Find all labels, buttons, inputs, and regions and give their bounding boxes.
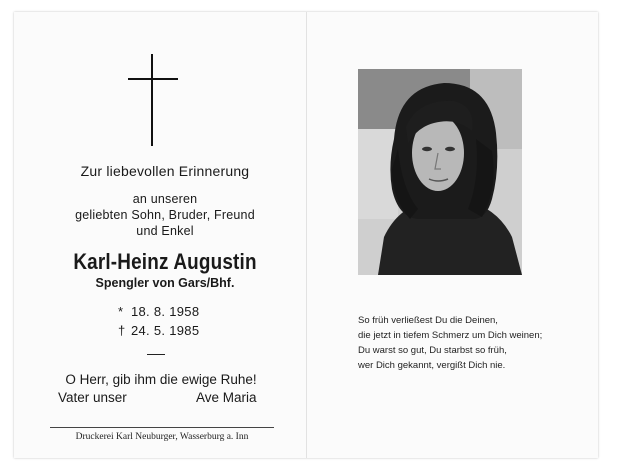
portrait-photo — [358, 69, 522, 275]
dedication-line-2: geliebten Sohn, Bruder, Freund — [75, 208, 255, 222]
verse-line-3: Du warst so gut, Du starbst so früh, — [358, 345, 507, 356]
verse-line-2: die jetzt in tiefem Schmerz um Dich weinen; — [358, 330, 543, 341]
death-symbol: † — [118, 323, 126, 338]
verse-line-1: So früh verließest Du die Deinen, — [358, 315, 498, 326]
printer-credit: Druckerei Karl Neuburger, Wasserburg a. Inn — [75, 432, 249, 442]
dedication-line-3: und Enkel — [136, 224, 194, 238]
separator-dash — [147, 354, 165, 355]
death-date: 24. 5. 1985 — [131, 323, 200, 338]
birth-date-row — [118, 304, 199, 319]
memorial-verse — [358, 313, 588, 373]
deceased-name: Karl-Heinz Augustin — [73, 249, 257, 274]
dedication-line-1: an unseren — [132, 192, 198, 206]
card-fold-line — [306, 12, 307, 458]
prayer-line: O Herr, gib ihm die ewige Ruhe! — [65, 372, 257, 387]
birth-date: 18. 8. 1958 — [131, 304, 200, 319]
cross-icon — [128, 54, 178, 146]
birth-symbol: * — [118, 304, 124, 319]
occupation: Spengler von Gars/Bhf. — [95, 276, 235, 290]
intro-text: Zur liebevollen Erinnerung — [80, 163, 250, 179]
printer-rule — [50, 427, 274, 428]
verse-line-4: wer Dich gekannt, vergißt Dich nie. — [358, 360, 506, 371]
ave-maria: Ave Maria — [196, 390, 257, 405]
death-date-row — [118, 323, 199, 338]
vater-unser: Vater unser — [58, 390, 127, 405]
